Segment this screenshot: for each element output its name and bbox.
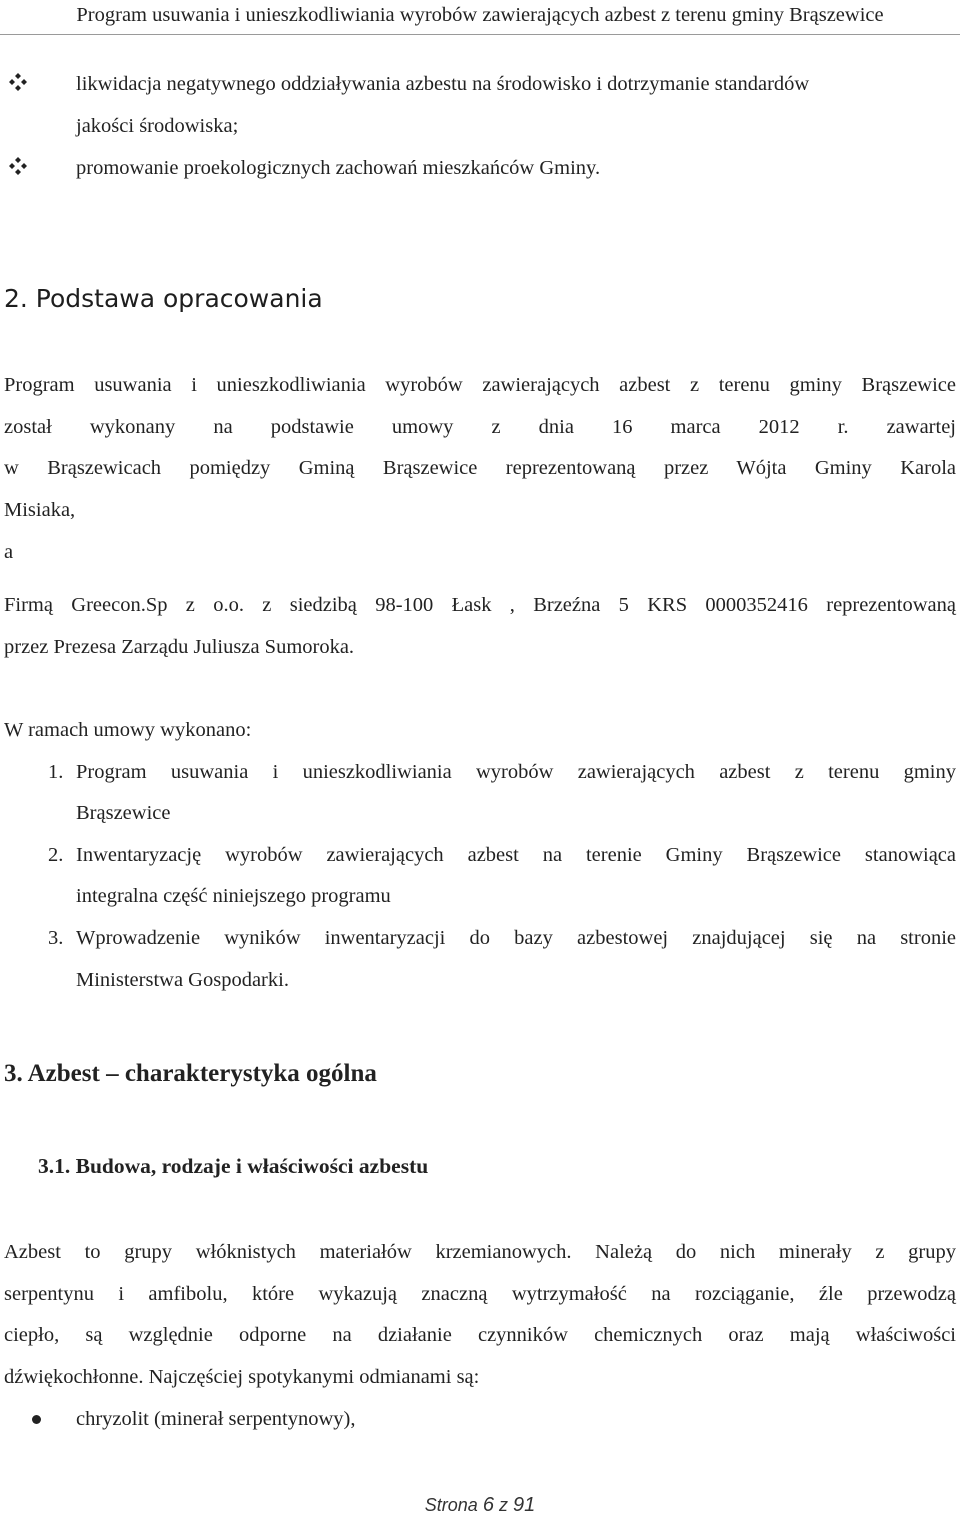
header-title: Program usuwania i unieszkodliwiania wyrobów zawierających azbest z terenu gminy Brąszewice: [76, 4, 884, 26]
goal-item-1-line-2: jakości środowiska;: [76, 115, 239, 137]
section2-para-line-3: w Brąszewicach pomiędzy Gminą Brąszewice reprezentowaną przez Wójta Gminy Karola: [4, 457, 956, 479]
section3-para-line-3: ciepło, są względnie odporne na działanie czynników chemicznych oraz mają właściwości: [4, 1324, 956, 1346]
section3-para-line-4: dźwiękochłonne. Najczęściej spotykanymi odmianami są:: [4, 1366, 480, 1388]
section2-para-line-5: a: [4, 541, 14, 563]
scope-item-1-line-1: Program usuwania i unieszkodliwiania wyrobów zawierających azbest z terenu gminy: [76, 761, 956, 783]
bullet-item-1: chryzolit (minerał serpentynowy),: [76, 1408, 356, 1430]
goal-item-2: promowanie proekologicznych zachowań mieszkańców Gminy.: [76, 157, 601, 179]
scope-item-1-number: 1.: [48, 761, 64, 783]
four-diamond-icon: [8, 156, 28, 176]
footer-page-number: 6: [482, 1494, 494, 1516]
footer-separator: z: [498, 1495, 508, 1515]
section3-para-line-2: serpentynu i amfibolu, które wykazują znaczną wytrzymałość na rozciąganie, źle przewodzą: [4, 1283, 956, 1305]
footer-total-pages: 91: [512, 1494, 536, 1516]
subsection-heading-3-1: 3.1. Budowa, rodzaje i właściwości azbestu: [38, 1154, 429, 1178]
scope-item-2-number: 2.: [48, 844, 64, 866]
scope-item-1-line-2: Brąszewice: [76, 802, 171, 824]
page-footer: [0, 1494, 960, 1516]
scope-item-3-line-1: Wprowadzenie wyników inwentaryzacji do bazy azbestowej znajdującej się na stronie: [76, 927, 956, 949]
goal-item-1-line-1: likwidacja negatywnego oddziaływania azbestu na środowisko i dotrzymanie standardów: [76, 73, 810, 95]
scope-intro: W ramach umowy wykonano:: [4, 719, 252, 741]
footer-prefix: Strona: [424, 1495, 478, 1515]
section2-para-line-1: Program usuwania i unieszkodliwiania wyrobów zawierających azbest z terenu gminy Brąszewice: [4, 374, 956, 396]
section2-para-line-4: Misiaka,: [4, 499, 76, 521]
section-heading-2: 2. Podstawa opracowania: [4, 284, 323, 313]
scope-item-2-line-1: Inwentaryzację wyrobów zawierających azbest na terenie Gminy Brąszewice stanowiąca: [76, 844, 956, 866]
section2-para-line-6: Firmą Greecon.Sp z o.o. z siedzibą 98-100 Łask , Brzeźna 5 KRS 0000352416 reprezentowaną: [4, 594, 956, 616]
section3-para-line-1: Azbest to grupy włóknistych materiałów krzemianowych. Należą do nich minerały z grupy: [4, 1241, 956, 1263]
running-header: [0, 0, 960, 35]
four-diamond-icon: [8, 72, 28, 92]
scope-item-3-number: 3.: [48, 927, 64, 949]
scope-item-3-line-2: Ministerstwa Gospodarki.: [76, 969, 289, 991]
section-heading-3: 3. Azbest – charakterystyka ogólna: [4, 1060, 377, 1087]
filled-circle-icon: [32, 1415, 41, 1424]
scope-item-2-line-2: integralna część niniejszego programu: [76, 885, 391, 907]
section2-para-line-7: przez Prezesa Zarządu Juliusza Sumoroka.: [4, 636, 355, 658]
section2-para-line-2: został wykonany na podstawie umowy z dnia 16 marca 2012 r. zawartej: [4, 416, 956, 438]
